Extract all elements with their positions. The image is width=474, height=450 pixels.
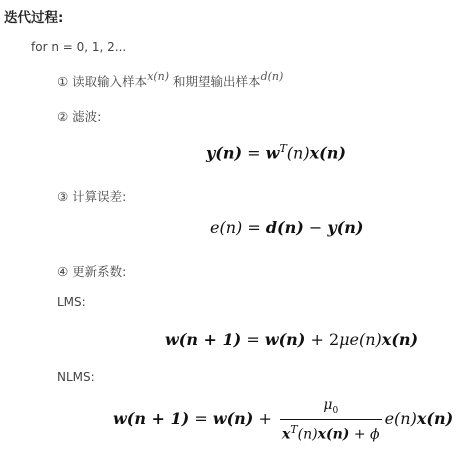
eq-nlms-den-n: (n) — [297, 426, 318, 443]
eq-nlms-mu-sub: 0 — [332, 405, 339, 416]
nlms-label: NLMS: — [57, 370, 95, 384]
eq-nlms-den-x2: x(n) — [317, 426, 350, 443]
lms-label: LMS: — [57, 295, 86, 309]
step-1 — [57, 72, 283, 90]
step-2: ② 滤波: — [57, 109, 102, 124]
eq-nlms-mu: μ — [323, 397, 333, 413]
equation-lms — [165, 330, 418, 349]
eq-nlms-plus: + — [253, 409, 277, 429]
eq-nlms-den-transpose: T — [290, 422, 298, 436]
eq-lms-plus: + 2 — [305, 330, 340, 349]
eq-nlms-phi: ϕ — [370, 426, 380, 443]
eq-nlms-den-plus: + — [349, 426, 371, 443]
equation-error — [210, 218, 363, 237]
eq-nlms-numerator — [280, 397, 382, 419]
eq-lms-e: e(n) — [349, 330, 382, 349]
eq-nlms-denominator — [280, 419, 382, 443]
step-1-text-a: ① 读取输入样本 — [57, 74, 148, 89]
eq-nlms-fraction — [280, 397, 382, 442]
eq-nlms-equals: = — [189, 409, 213, 429]
eq-filter-n: (n) — [286, 143, 310, 163]
eq-filter-transpose: T — [279, 142, 287, 155]
eq-filter-lhs: y(n) — [206, 143, 243, 163]
step-3: ③ 计算误差: — [57, 189, 127, 204]
eq-lms-equals: = — [241, 330, 265, 349]
equation-nlms — [113, 397, 453, 442]
eq-error-equals: = — [242, 218, 266, 237]
eq-filter-equals: = — [242, 143, 266, 163]
eq-lms-x: x(n) — [381, 330, 419, 349]
eq-lms-lhs: w(n + 1) — [165, 330, 242, 349]
eq-nlms-x: x(n) — [416, 409, 454, 429]
eq-filter-w: w — [265, 143, 280, 163]
eq-nlms-lhs: w(n + 1) — [113, 409, 190, 429]
eq-error-lhs: e(n) — [210, 218, 243, 237]
step-1-math-d: d(n) — [260, 70, 284, 83]
eq-error-y: y(n) — [327, 218, 364, 237]
eq-nlms-e: e(n) — [384, 409, 417, 429]
section-heading: 迭代过程: — [4, 10, 64, 26]
eq-lms-mu: μ — [339, 330, 350, 349]
equation-filter — [206, 142, 346, 162]
step-4: ④ 更新系数: — [57, 264, 127, 279]
loop-line: for n = 0, 1, 2... — [31, 40, 127, 54]
eq-nlms-den-x: x — [281, 426, 291, 443]
eq-error-d: d(n) — [265, 218, 304, 237]
eq-lms-w: w(n) — [264, 330, 306, 349]
step-1-math-x: x(n) — [147, 70, 170, 83]
step-1-text-b: 和期望输出样本 — [173, 74, 261, 89]
eq-error-minus: − — [303, 218, 328, 237]
eq-nlms-w: w(n) — [212, 409, 254, 429]
eq-filter-x: x(n) — [309, 143, 346, 163]
